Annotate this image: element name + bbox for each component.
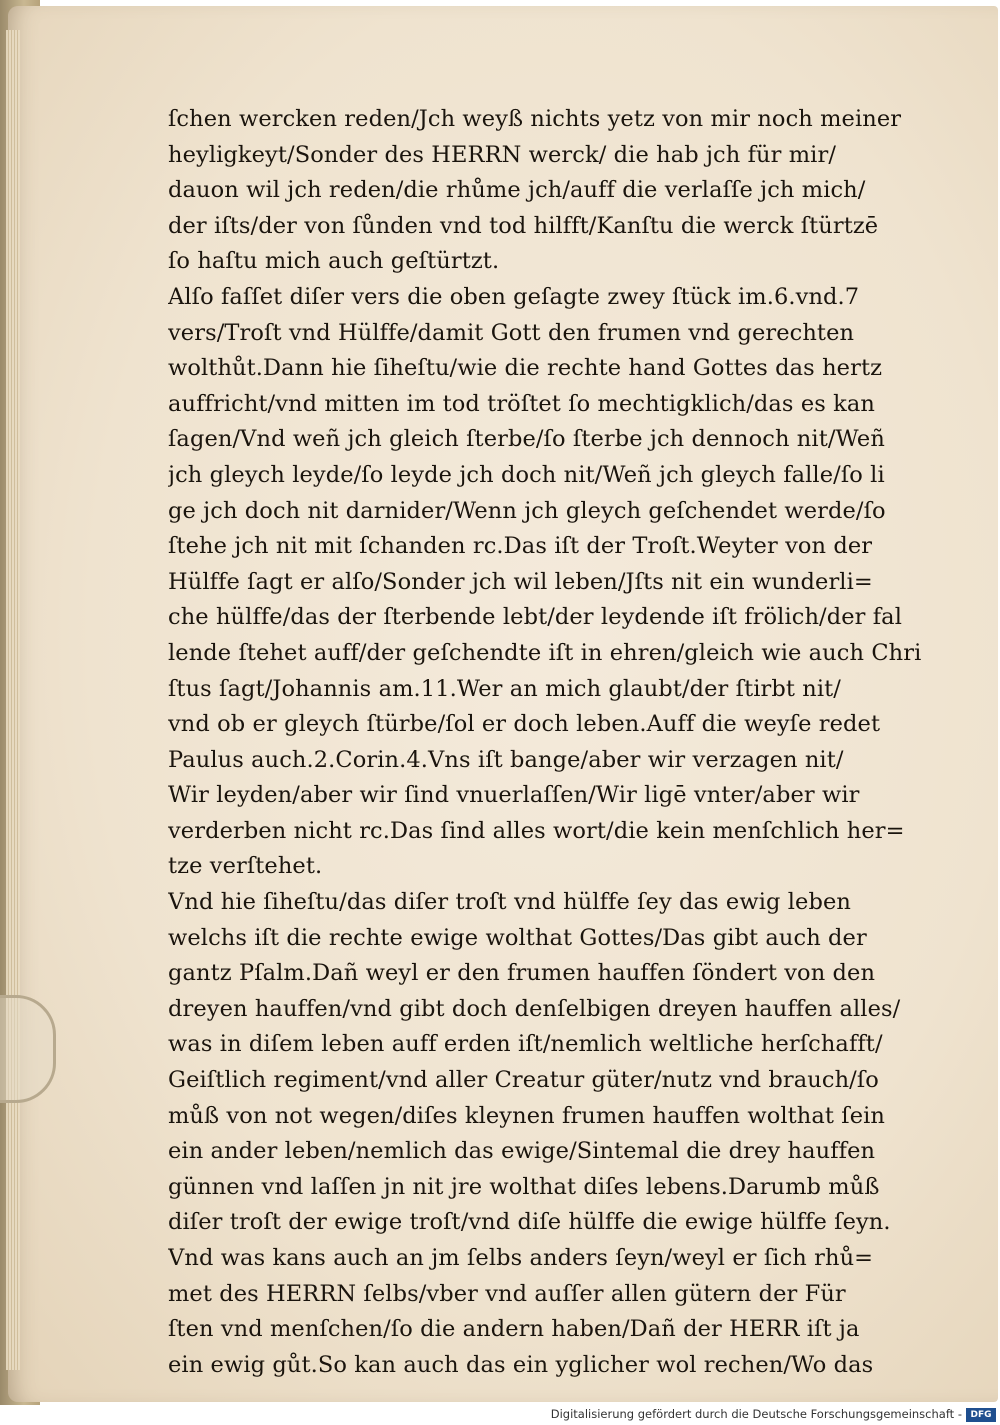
text-line: ſchen wercken reden/Jch weyß nichts yetz von mir noch meiner xyxy=(168,106,902,132)
text-line: dreyen hauffen/vnd gibt doch denſelbigen dreyen hauffen alles/ xyxy=(168,995,901,1022)
text-line: welchs iſt die rechte ewige wolthat Gottes/Das gibt auch der xyxy=(168,924,867,951)
text-line: Hülffe ſagt er alſo/Sonder jch wil leben/Jſts nit ein wunderli= xyxy=(168,568,873,595)
text-line: ein ander leben/nemlich das ewige/Sintemal die drey hauffen xyxy=(168,1138,876,1165)
text-line: was in diſem leben auff erden iſt/nemlich weltliche herſchafft/ xyxy=(168,1031,883,1058)
page-stack-edge xyxy=(6,30,20,1370)
text-line: ein ewig gůt.So kan auch das ein yglicher wol rechen/Wo das xyxy=(168,1351,874,1378)
text-line: der iſts/der von ſůnden vnd tod hilfft/Kanſtu die werck ſtürtzē xyxy=(168,212,879,239)
text-line: ſtus ſagt/Johannis am.11.Wer an mich glaubt/der ſtirbt nit/ xyxy=(168,675,841,702)
text-line: Paulus auch.2.Corin.4.Vns iſt bange/aber wir verzagen nit/ xyxy=(168,746,844,773)
text-line: Geiſtlich regiment/vnd aller Creatur güter/nutz vnd brauch/ſo xyxy=(168,1067,879,1094)
text-line: Vnd hie ſiheſtu/das diſer troſt vnd hülffe ſey das ewig leben xyxy=(168,889,851,916)
text-line: verderben nicht rc.Das ſind alles wort/die kein menſchlich her= xyxy=(168,817,905,844)
text-line: auffricht/vnd mitten im tod tröſtet ſo mechtigklich/das es kan xyxy=(168,390,875,417)
digitization-footer xyxy=(0,1405,1000,1425)
text-line: che hülffe/das der ſterbende lebt/der leydende iſt frölich/der fal xyxy=(168,604,902,631)
text-line: met des HERRN ſelbs/vber vnd auſſer allen gütern der Für xyxy=(168,1280,846,1307)
text-line: ſagen/Vnd weñ jch gleich ſterbe/ſo ſterbe jch dennoch nit/Weñ xyxy=(168,426,885,453)
text-line: Wir leyden/aber wir ſind vnuerlaſſen/Wir ligē vnter/aber wir xyxy=(168,782,860,809)
text-line: můß von not wegen/diſes kleynen frumen hauffen wolthat ſein xyxy=(168,1102,886,1129)
text-line: vnd ob er gleych ſtürbe/ſol er doch leben.Auff die weyſe redet xyxy=(168,711,881,738)
page-text-block xyxy=(168,102,940,1383)
text-line: Vnd was kans auch an jm ſelbs anders ſeyn/weyl er ſich rhů= xyxy=(168,1245,874,1271)
text-line: wolthůt.Dann hie ſiheſtu/wie die rechte hand Gottes das hertz xyxy=(168,355,883,382)
text-line: ſten vnd menſchen/ſo die andern haben/Dañ der HERR iſt ja xyxy=(168,1316,860,1343)
book-clasp xyxy=(0,995,56,1103)
dfg-logo-icon: DFG xyxy=(966,1408,996,1422)
text-line: gantz Pſalm.Dañ weyl er den frumen hauffen ſöndert von den xyxy=(168,960,876,987)
text-line: heyligkeyt/Sonder des HERRN werck/ die hab jch für mir/ xyxy=(168,141,836,168)
text-line: Alſo faſſet diſer vers die oben geſagte zwey ſtück im.6.vnd.7 xyxy=(168,283,860,310)
text-line: günnen vnd laſſen jn nit jre wolthat diſes lebens.Darumb můß xyxy=(168,1173,880,1200)
text-line: dauon wil jch reden/die rhůme jch/auff die verlaſſe jch mich/ xyxy=(168,177,866,204)
text-line: tze verſtehet. xyxy=(168,853,323,880)
text-line: ſtehe jch nit mit ſchanden rc.Das iſt der Troſt.Weyter von der xyxy=(168,533,873,560)
text-line: lende ſtehet auff/der geſchendte iſt in ehren/gleich wie auch Chri xyxy=(168,639,922,666)
text-line: diſer troſt der ewige troſt/vnd diſe hülffe die ewige hülffe ſeyn. xyxy=(168,1209,891,1236)
text-line: ſo haſtu mich auch geſtürtzt. xyxy=(168,248,500,275)
funding-credit: Digitalisierung gefördert durch die Deutsche Forschungsgemeinschaft - xyxy=(550,1407,962,1421)
text-line: jch gleych leyde/ſo leyde jch doch nit/Weñ jch gleych falle/ſo li xyxy=(168,461,885,488)
text-line: vers/Troſt vnd Hülffe/damit Gott den frumen vnd gerechten xyxy=(168,319,855,346)
text-line: ge jch doch nit darnider/Wenn jch gleych geſchendet werde/ſo xyxy=(168,497,886,524)
